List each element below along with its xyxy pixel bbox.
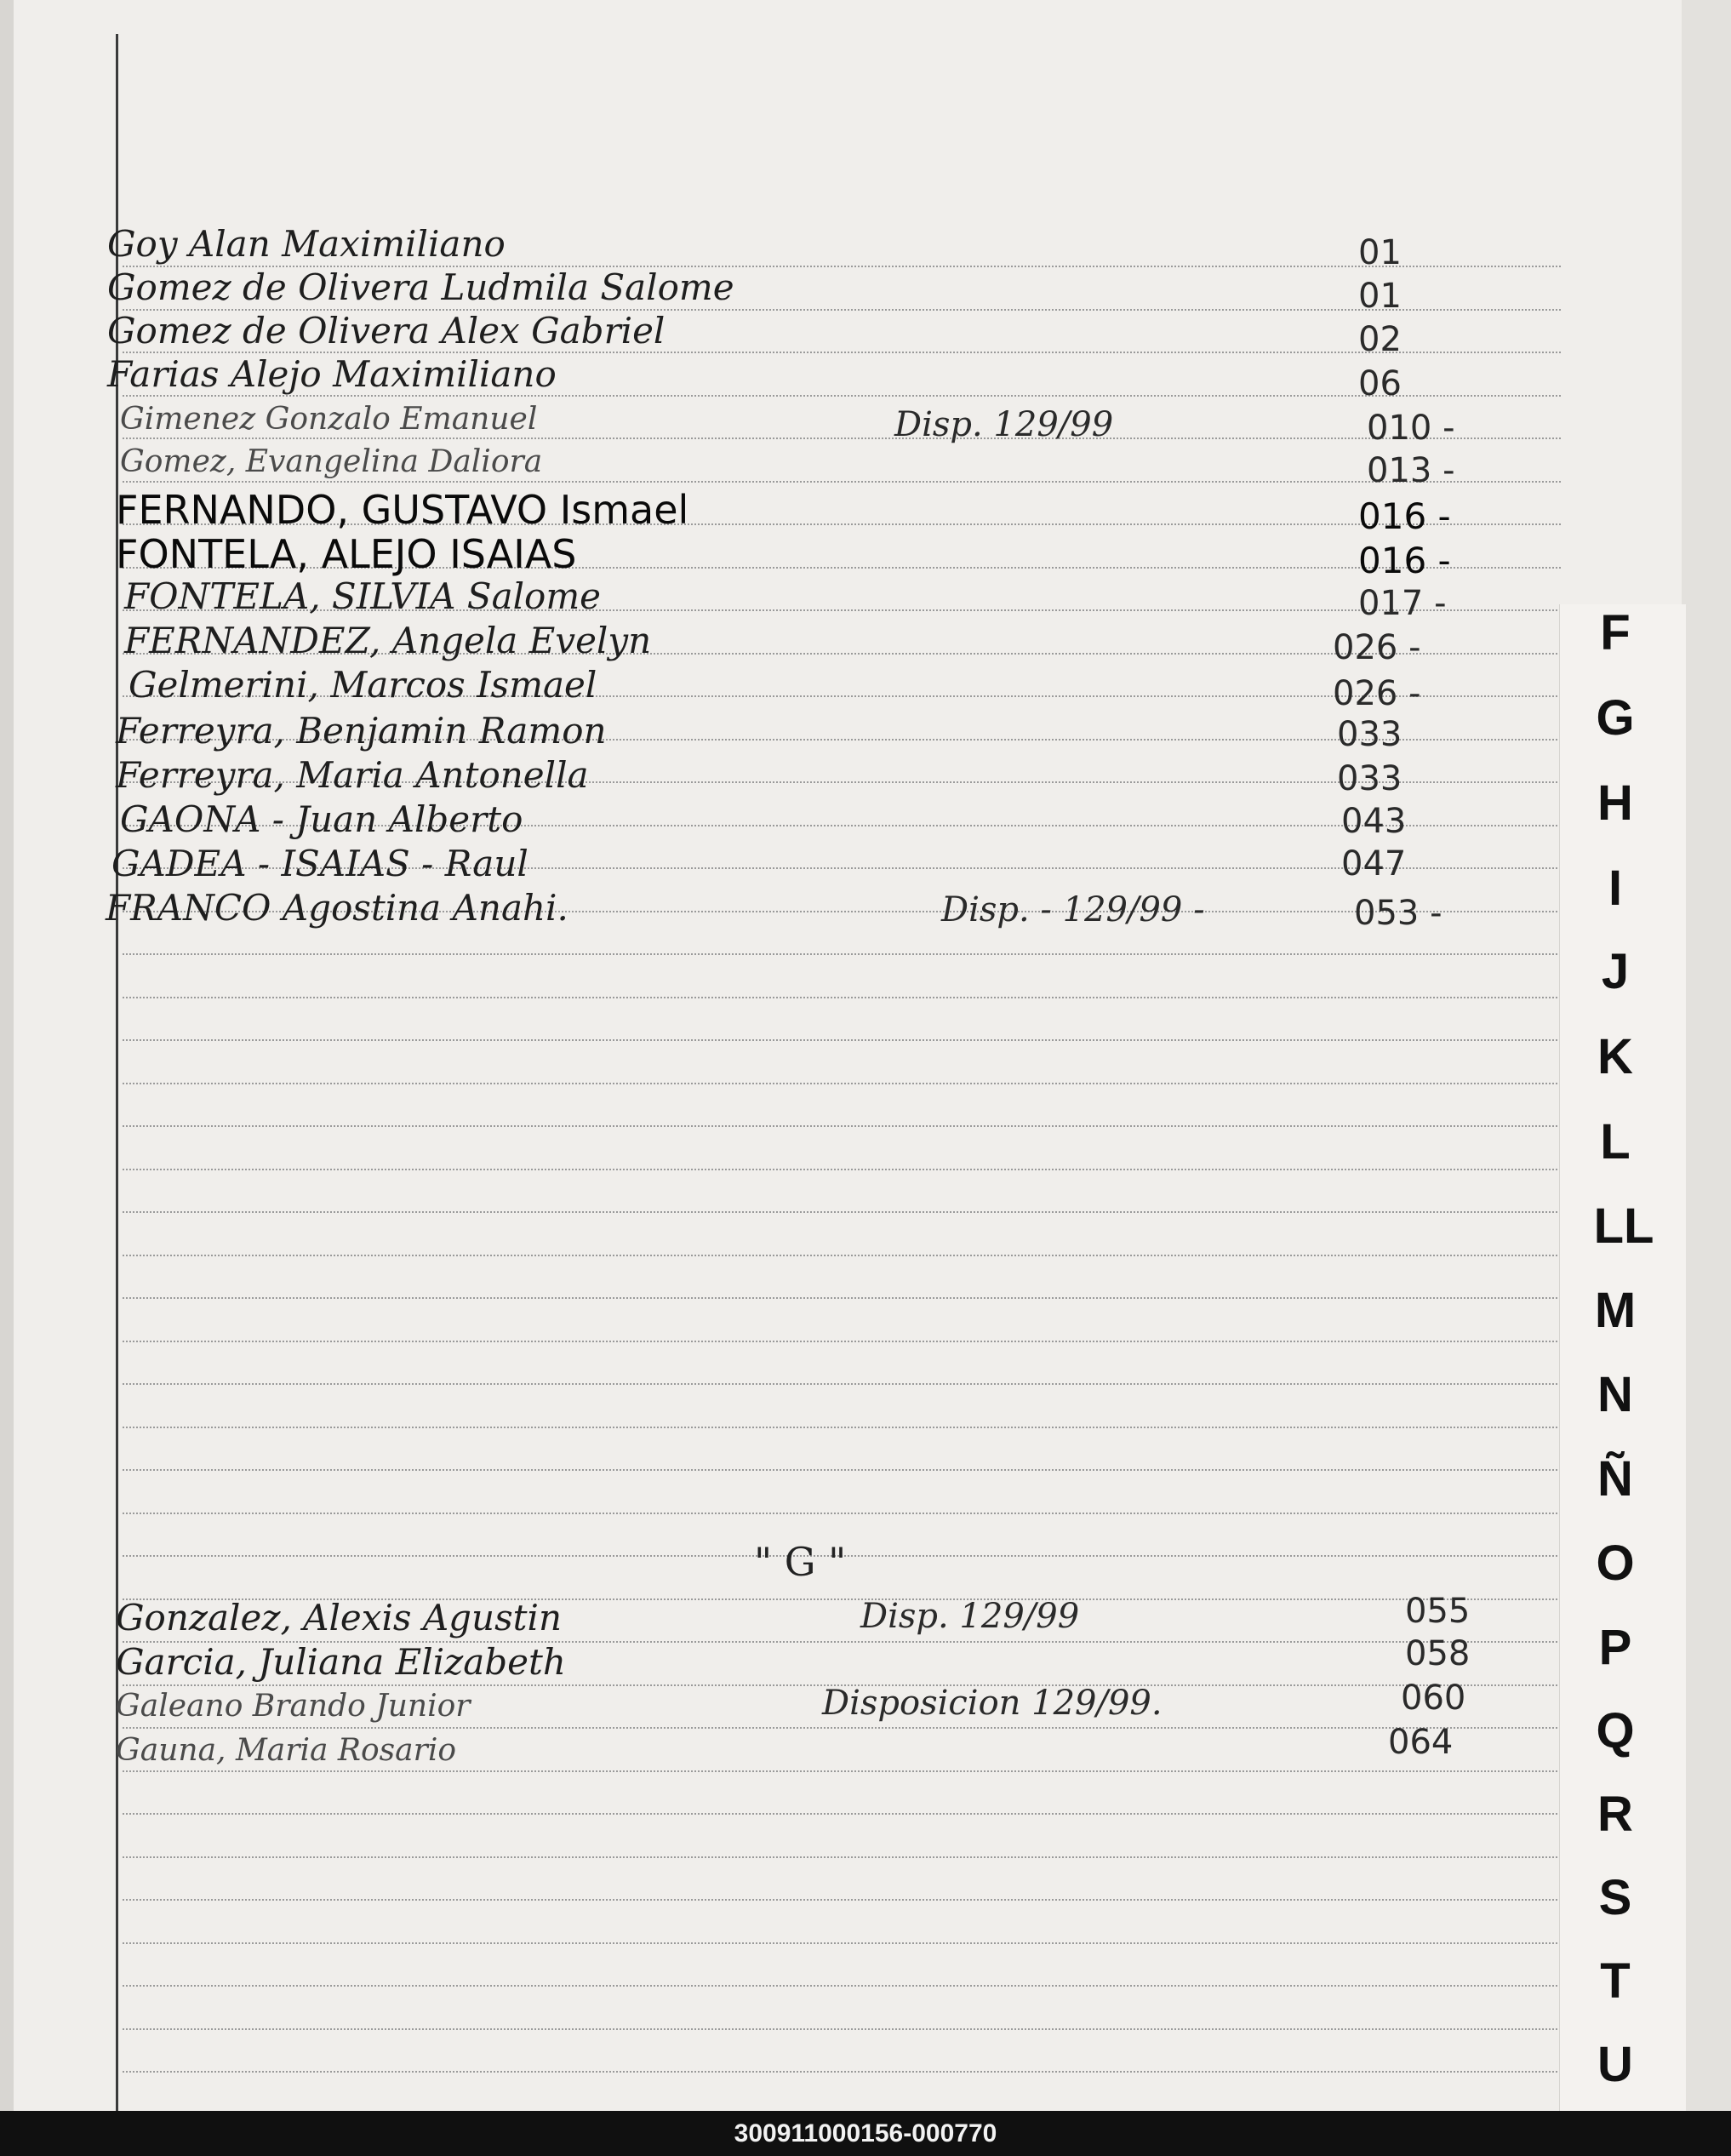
ruled-line — [123, 1039, 1561, 1041]
ruled-line — [123, 1083, 1561, 1084]
entry-number: 013 - — [1367, 451, 1455, 490]
ruled-line — [123, 395, 1561, 397]
index-tab-p[interactable]: P — [1598, 1620, 1632, 1675]
entry-number: 026 - — [1333, 628, 1421, 667]
entry-number: 064 — [1388, 1723, 1454, 1762]
entry-name: GADEA - ISAIAS - Raul — [111, 843, 528, 884]
ruled-line — [123, 953, 1561, 955]
index-tab-ll[interactable]: LL — [1593, 1198, 1654, 1254]
page-stack-edge — [1682, 0, 1731, 2111]
entry-number: 026 - — [1333, 674, 1421, 713]
ledger-page — [14, 0, 1682, 2111]
entry-number: 01 — [1358, 277, 1402, 316]
ruled-line — [123, 2071, 1561, 2073]
entry-number: 02 — [1358, 320, 1402, 359]
entry-name: Garcia, Juliana Elizabeth — [116, 1641, 566, 1683]
entry-number: 055 — [1405, 1592, 1471, 1631]
scan-footer-code: 300911000156-000770 — [0, 2111, 1731, 2156]
index-tab-o[interactable]: O — [1596, 1536, 1635, 1591]
entry-number: 043 — [1341, 802, 1407, 841]
entry-name: FRANCO Agostina Anahi. — [106, 887, 568, 929]
entry-disposition: Disp. 129/99 — [894, 405, 1114, 444]
entry-name: Gomez de Olivera Ludmila Salome — [107, 266, 734, 308]
ruled-line — [123, 2028, 1561, 2030]
index-tab-f[interactable]: F — [1600, 605, 1631, 661]
entry-number: 058 — [1405, 1634, 1471, 1673]
entry-name: FONTELA, SILVIA Salome — [124, 575, 602, 617]
ruled-line — [123, 1770, 1561, 1772]
ruled-line — [123, 1856, 1561, 1858]
index-tab-t[interactable]: T — [1600, 1953, 1631, 2009]
entry-number: 016 - — [1358, 495, 1451, 537]
entry-number: 047 — [1341, 844, 1407, 884]
index-tab-h[interactable]: H — [1597, 775, 1633, 831]
entry-name: Farias Alejo Maximiliano — [107, 353, 557, 395]
index-tab-j[interactable]: J — [1601, 944, 1630, 999]
ruled-line — [123, 1297, 1561, 1299]
ruled-line — [123, 1469, 1561, 1471]
ruled-line — [123, 1211, 1561, 1213]
entry-number: 033 — [1337, 715, 1403, 754]
entry-number: 010 - — [1367, 409, 1455, 448]
entry-number: 01 — [1358, 233, 1402, 272]
section-heading: " G " — [754, 1539, 847, 1585]
ruled-line — [123, 1341, 1561, 1342]
index-tab-m[interactable]: M — [1594, 1283, 1637, 1338]
entry-name: Gimenez Gonzalo Emanuel — [120, 402, 538, 437]
index-tab-enye[interactable]: Ñ — [1597, 1451, 1633, 1507]
ruled-line — [123, 1169, 1561, 1170]
entry-name: Gomez, Evangelina Daliora — [120, 444, 543, 479]
entry-number: 033 — [1337, 759, 1403, 798]
ruled-line — [123, 481, 1561, 483]
ruled-line — [123, 1255, 1561, 1256]
entry-number: 06 — [1358, 364, 1402, 403]
entry-number: 060 — [1401, 1678, 1466, 1718]
ruled-line — [123, 1125, 1561, 1127]
ruled-line — [123, 1813, 1561, 1815]
entry-name: FERNANDEZ, Angela Evelyn — [124, 620, 652, 661]
index-tab-u[interactable]: U — [1597, 2037, 1633, 2092]
entry-number: 016 - — [1358, 540, 1451, 581]
ruled-line — [123, 437, 1561, 439]
entry-disposition: Disposicion 129/99. — [822, 1684, 1163, 1723]
entry-name: Ferreyra, Maria Antonella — [116, 754, 589, 796]
index-tab-strip — [1559, 604, 1686, 2111]
ruled-line — [123, 1899, 1561, 1901]
entry-name: GAONA - Juan Alberto — [120, 798, 523, 840]
index-tab-r[interactable]: R — [1597, 1787, 1633, 1842]
entry-name: Gelmerini, Marcos Ismael — [129, 664, 597, 706]
entry-name: Ferreyra, Benjamin Ramon — [116, 710, 607, 752]
entry-name: Goy Alan Maximiliano — [107, 223, 506, 265]
entry-name: Gauna, Maria Rosario — [116, 1733, 457, 1768]
index-tab-k[interactable]: K — [1597, 1029, 1633, 1084]
ruled-line — [123, 1985, 1561, 1987]
index-tab-l[interactable]: L — [1600, 1114, 1631, 1170]
index-tab-n[interactable]: N — [1597, 1367, 1633, 1422]
ruled-line — [123, 1427, 1561, 1428]
entry-name: FERNANDO, GUSTAVO Ismael — [116, 487, 689, 533]
index-tab-q[interactable]: Q — [1596, 1703, 1635, 1759]
entry-disposition: Disp. 129/99 — [860, 1597, 1080, 1636]
entry-number: 017 - — [1358, 584, 1447, 623]
index-tab-g[interactable]: G — [1596, 690, 1635, 746]
ruled-line — [123, 997, 1561, 998]
index-tab-s[interactable]: S — [1598, 1870, 1632, 1925]
entry-name: Gonzalez, Alexis Agustin — [116, 1597, 562, 1638]
entry-disposition: Disp. - 129/99 - — [941, 890, 1205, 929]
index-tab-i[interactable]: I — [1608, 861, 1623, 916]
ruled-line — [123, 1942, 1561, 1944]
ruled-line — [123, 1513, 1561, 1514]
entry-name: Gomez de Olivera Alex Gabriel — [107, 310, 666, 352]
entry-name: FONTELA, ALEJO ISAIAS — [116, 531, 577, 577]
entry-number: 053 - — [1354, 894, 1442, 933]
ruled-line — [123, 1727, 1561, 1729]
ruled-line — [123, 1383, 1561, 1385]
entry-name: Galeano Brando Junior — [116, 1689, 471, 1724]
page-edge — [0, 0, 14, 2111]
